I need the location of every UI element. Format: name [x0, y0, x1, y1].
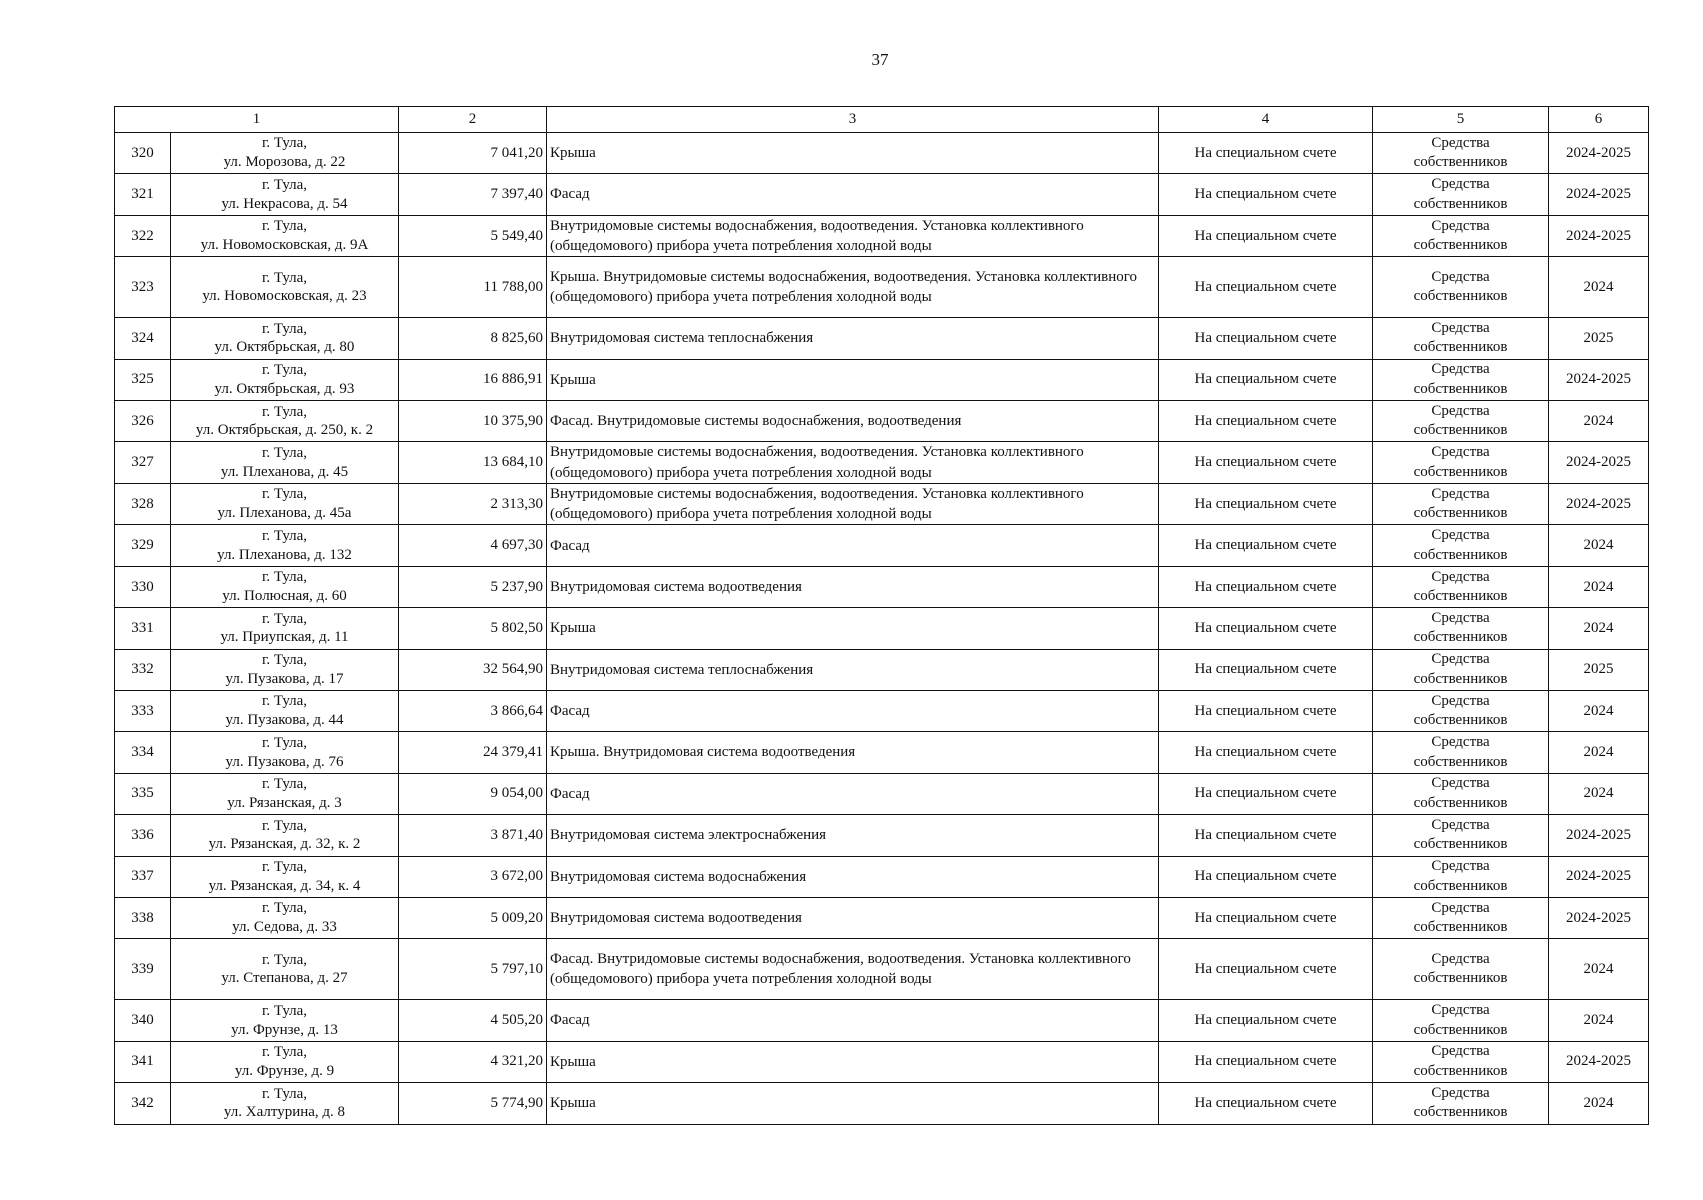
column-header-1: 1 — [115, 107, 399, 133]
fund-method-cell: На специальном счете — [1159, 483, 1373, 525]
funding-source-line-1: Средства — [1431, 775, 1490, 792]
table-row — [115, 815, 1649, 856]
funding-source-line-1: Средства — [1431, 950, 1490, 967]
period-cell: 2024-2025 — [1549, 359, 1649, 400]
address-street: ул. Плеханова, д. 132 — [217, 546, 352, 563]
address-cell — [171, 649, 399, 690]
area-cell: 7 397,40 — [399, 174, 547, 215]
address-cell — [171, 257, 399, 318]
address-cell — [171, 483, 399, 525]
funding-source-line-1: Средства — [1431, 268, 1490, 285]
address-city: г. Тула, — [261, 320, 308, 337]
row-number: 328 — [115, 483, 171, 525]
address-cell — [171, 608, 399, 649]
address-street: ул. Плеханова, д. 45 — [220, 463, 349, 480]
funding-source-cell — [1373, 773, 1549, 814]
address-city: г. Тула, — [261, 900, 308, 917]
funding-source-cell — [1373, 566, 1549, 607]
address-street: ул. Степанова, д. 27 — [221, 970, 348, 987]
works-cell: Фасад. Внутридомовые системы водоснабжения, водоотведения. Установка коллективного (общедомового) прибора учета потребления холодной воды — [547, 939, 1159, 1000]
funding-source-cell — [1373, 856, 1549, 897]
works-cell: Внутридомовые системы водоснабжения, водоотведения. Установка коллективного (общедомового) прибора учета потребления холодной воды — [547, 215, 1159, 257]
address-city: г. Тула, — [261, 652, 308, 669]
column-header-2: 2 — [399, 107, 547, 133]
funding-source-cell — [1373, 815, 1549, 856]
table-body — [115, 133, 1649, 1125]
funding-source-line-2: собственников — [1413, 195, 1508, 212]
funding-source-line-1: Средства — [1431, 1084, 1490, 1101]
address-cell — [171, 691, 399, 732]
fund-method-cell: На специальном счете — [1159, 318, 1373, 359]
period-cell: 2024 — [1549, 773, 1649, 814]
address-city: г. Тула, — [261, 951, 308, 968]
row-number: 340 — [115, 1000, 171, 1041]
works-cell: Фасад — [547, 691, 1159, 732]
fund-method-cell: На специальном счете — [1159, 257, 1373, 318]
address-city: г. Тула, — [261, 403, 308, 420]
table-row — [115, 1083, 1649, 1124]
funding-source-line-2: собственников — [1413, 463, 1508, 480]
period-cell: 2024 — [1549, 732, 1649, 773]
works-cell: Крыша — [547, 1041, 1159, 1082]
works-cell: Внутридомовые системы водоснабжения, водоотведения. Установка коллективного (общедомового) прибора учета потребления холодной воды — [547, 483, 1159, 525]
address-city: г. Тула, — [261, 135, 308, 152]
fund-method-cell: На специальном счете — [1159, 566, 1373, 607]
address-cell — [171, 401, 399, 442]
row-number: 334 — [115, 732, 171, 773]
area-cell: 11 788,00 — [399, 257, 547, 318]
period-cell: 2024 — [1549, 1083, 1649, 1124]
page-number: 37 — [871, 50, 889, 69]
period-cell: 2024-2025 — [1549, 174, 1649, 215]
area-cell: 3 871,40 — [399, 815, 547, 856]
funding-source-cell — [1373, 608, 1549, 649]
fund-method-cell: На специальном счете — [1159, 525, 1373, 566]
column-number-row — [115, 107, 1649, 133]
area-cell: 5 009,20 — [399, 897, 547, 938]
row-number: 339 — [115, 939, 171, 1000]
funding-source-cell — [1373, 442, 1549, 484]
funding-source-cell — [1373, 897, 1549, 938]
address-cell — [171, 773, 399, 814]
works-cell: Крыша — [547, 133, 1159, 174]
works-cell: Крыша — [547, 359, 1159, 400]
funding-source-line-1: Средства — [1431, 568, 1490, 585]
table-row — [115, 608, 1649, 649]
period-cell: 2024-2025 — [1549, 133, 1649, 174]
address-street: ул. Пузакова, д. 17 — [225, 670, 344, 687]
address-street: ул. Октябрьская, д. 80 — [214, 339, 355, 356]
area-cell: 2 313,30 — [399, 483, 547, 525]
fund-method-cell: На специальном счете — [1159, 1000, 1373, 1041]
funding-source-line-1: Средства — [1431, 176, 1490, 193]
table-row — [115, 318, 1649, 359]
address-cell — [171, 939, 399, 1000]
address-cell — [171, 856, 399, 897]
fund-method-cell: На специальном счете — [1159, 649, 1373, 690]
fund-method-cell: На специальном счете — [1159, 401, 1373, 442]
row-number: 342 — [115, 1083, 171, 1124]
works-cell: Крыша — [547, 1083, 1159, 1124]
period-cell: 2024 — [1549, 525, 1649, 566]
area-cell: 7 041,20 — [399, 133, 547, 174]
table-row — [115, 566, 1649, 607]
funding-source-line-1: Средства — [1431, 899, 1490, 916]
fund-method-cell: На специальном счете — [1159, 174, 1373, 215]
address-city: г. Тула, — [261, 269, 308, 286]
funding-source-cell — [1373, 174, 1549, 215]
fund-method-cell: На специальном счете — [1159, 215, 1373, 257]
funding-source-line-1: Средства — [1431, 651, 1490, 668]
table-row — [115, 897, 1649, 938]
address-street: ул. Некрасова, д. 54 — [221, 195, 348, 212]
area-cell: 32 564,90 — [399, 649, 547, 690]
fund-method-cell: На специальном счете — [1159, 608, 1373, 649]
funding-source-cell — [1373, 257, 1549, 318]
period-cell: 2025 — [1549, 318, 1649, 359]
funding-source-cell — [1373, 939, 1549, 1000]
funding-source-line-2: собственников — [1413, 877, 1508, 894]
row-number: 332 — [115, 649, 171, 690]
address-street: ул. Рязанская, д. 3 — [227, 794, 342, 811]
address-city: г. Тула, — [261, 734, 308, 751]
address-city: г. Тула, — [261, 776, 308, 793]
funding-source-cell — [1373, 133, 1549, 174]
funding-source-cell — [1373, 483, 1549, 525]
row-number: 333 — [115, 691, 171, 732]
address-street: ул. Халтурина, д. 8 — [223, 1104, 346, 1121]
area-cell: 5 797,10 — [399, 939, 547, 1000]
period-cell: 2024-2025 — [1549, 1041, 1649, 1082]
funding-source-line-2: собственников — [1413, 629, 1508, 646]
funding-source-line-2: собственников — [1413, 753, 1508, 770]
area-cell: 5 237,90 — [399, 566, 547, 607]
fund-method-cell: На специальном счете — [1159, 732, 1373, 773]
works-cell: Внутридомовая система электроснабжения — [547, 815, 1159, 856]
address-city: г. Тула, — [261, 1002, 308, 1019]
address-street: ул. Фрунзе, д. 13 — [231, 1021, 338, 1038]
column-header-6: 6 — [1549, 107, 1649, 133]
fund-method-cell: На специальном счете — [1159, 897, 1373, 938]
funding-source-line-2: собственников — [1413, 1062, 1508, 1079]
address-street: ул. Плеханова, д. 45а — [217, 505, 352, 522]
area-cell: 5 774,90 — [399, 1083, 547, 1124]
fund-method-cell: На специальном счете — [1159, 442, 1373, 484]
funding-source-line-2: собственников — [1413, 546, 1508, 563]
works-cell: Крыша. Внутридомовые системы водоснабжения, водоотведения. Установка коллективного (общедомового) прибора учета потребления холодной воды — [547, 257, 1159, 318]
address-street: ул. Морозова, д. 22 — [223, 154, 346, 171]
fund-method-cell: На специальном счете — [1159, 815, 1373, 856]
row-number: 329 — [115, 525, 171, 566]
fund-method-cell: На специальном счете — [1159, 1041, 1373, 1082]
address-city: г. Тула, — [261, 693, 308, 710]
address-cell — [171, 732, 399, 773]
address-city: г. Тула, — [261, 486, 308, 503]
funding-source-line-2: собственников — [1413, 154, 1508, 171]
row-number: 335 — [115, 773, 171, 814]
address-city: г. Тула, — [261, 1085, 308, 1102]
funding-source-line-1: Средства — [1431, 858, 1490, 875]
address-cell — [171, 133, 399, 174]
period-cell: 2024 — [1549, 401, 1649, 442]
area-cell: 4 697,30 — [399, 525, 547, 566]
funding-source-line-1: Средства — [1431, 134, 1490, 151]
works-cell: Крыша — [547, 608, 1159, 649]
funding-source-line-1: Средства — [1431, 402, 1490, 419]
address-cell — [171, 215, 399, 257]
area-cell: 13 684,10 — [399, 442, 547, 484]
area-cell: 3 672,00 — [399, 856, 547, 897]
row-number: 321 — [115, 174, 171, 215]
row-number: 330 — [115, 566, 171, 607]
address-cell — [171, 815, 399, 856]
funding-source-line-1: Средства — [1431, 692, 1490, 709]
funding-source-line-1: Средства — [1431, 217, 1490, 234]
table-row — [115, 1000, 1649, 1041]
period-cell: 2024 — [1549, 608, 1649, 649]
row-number: 336 — [115, 815, 171, 856]
area-cell: 5 549,40 — [399, 215, 547, 257]
funding-source-line-2: собственников — [1413, 919, 1508, 936]
capital-repair-table — [114, 106, 1649, 1125]
funding-source-line-2: собственников — [1413, 970, 1508, 987]
address-cell — [171, 442, 399, 484]
funding-source-line-1: Средства — [1431, 1002, 1490, 1019]
table-row — [115, 257, 1649, 318]
table-row — [115, 401, 1649, 442]
funding-source-line-2: собственников — [1413, 505, 1508, 522]
funding-source-line-2: собственников — [1413, 237, 1508, 254]
row-number: 324 — [115, 318, 171, 359]
funding-source-line-2: собственников — [1413, 588, 1508, 605]
period-cell: 2024-2025 — [1549, 215, 1649, 257]
fund-method-cell: На специальном счете — [1159, 1083, 1373, 1124]
table-row — [115, 773, 1649, 814]
address-street: ул. Пузакова, д. 44 — [225, 712, 344, 729]
funding-source-line-2: собственников — [1413, 288, 1508, 305]
address-city: г. Тула, — [261, 1044, 308, 1061]
period-cell: 2024-2025 — [1549, 483, 1649, 525]
funding-source-cell — [1373, 649, 1549, 690]
works-cell: Внутридомовая система теплоснабжения — [547, 649, 1159, 690]
period-cell: 2024 — [1549, 1000, 1649, 1041]
row-number: 320 — [115, 133, 171, 174]
address-street: ул. Рязанская, д. 32, к. 2 — [208, 836, 361, 853]
funding-source-line-2: собственников — [1413, 339, 1508, 356]
works-cell: Внутридомовые системы водоснабжения, водоотведения. Установка коллективного (общедомового) прибора учета потребления холодной воды — [547, 442, 1159, 484]
works-cell: Внутридомовая система водоснабжения — [547, 856, 1159, 897]
column-header-5: 5 — [1373, 107, 1549, 133]
funding-source-line-1: Средства — [1431, 816, 1490, 833]
table-row — [115, 649, 1649, 690]
area-cell: 24 379,41 — [399, 732, 547, 773]
address-street: ул. Приупская, д. 11 — [220, 629, 349, 646]
funding-source-line-2: собственников — [1413, 836, 1508, 853]
period-cell: 2024-2025 — [1549, 815, 1649, 856]
row-number: 322 — [115, 215, 171, 257]
address-city: г. Тула, — [261, 362, 308, 379]
period-cell: 2024 — [1549, 691, 1649, 732]
address-street: ул. Октябрьская, д. 93 — [214, 380, 355, 397]
funding-source-line-1: Средства — [1431, 485, 1490, 502]
funding-source-line-2: собственников — [1413, 1104, 1508, 1121]
column-header-4: 4 — [1159, 107, 1373, 133]
table-row — [115, 939, 1649, 1000]
funding-source-cell — [1373, 1000, 1549, 1041]
area-cell: 8 825,60 — [399, 318, 547, 359]
address-street: ул. Новомосковская, д. 23 — [202, 288, 367, 305]
funding-source-cell — [1373, 1041, 1549, 1082]
funding-source-cell — [1373, 525, 1549, 566]
table-row — [115, 1041, 1649, 1082]
address-city: г. Тула, — [261, 859, 308, 876]
address-cell — [171, 525, 399, 566]
address-cell — [171, 1041, 399, 1082]
table-row — [115, 483, 1649, 525]
address-street: ул. Рязанская, д. 34, к. 4 — [208, 877, 361, 894]
address-cell — [171, 1083, 399, 1124]
works-cell: Внутридомовая система теплоснабжения — [547, 318, 1159, 359]
period-cell: 2024-2025 — [1549, 442, 1649, 484]
funding-source-line-1: Средства — [1431, 609, 1490, 626]
funding-source-line-2: собственников — [1413, 794, 1508, 811]
funding-source-line-2: собственников — [1413, 712, 1508, 729]
address-street: ул. Новомосковская, д. 9А — [200, 237, 369, 254]
table-row — [115, 359, 1649, 400]
address-city: г. Тула, — [261, 610, 308, 627]
fund-method-cell: На специальном счете — [1159, 359, 1373, 400]
funding-source-line-1: Средства — [1431, 734, 1490, 751]
works-cell: Внутридомовая система водоотведения — [547, 566, 1159, 607]
period-cell: 2024-2025 — [1549, 856, 1649, 897]
funding-source-cell — [1373, 359, 1549, 400]
funding-source-line-1: Средства — [1431, 444, 1490, 461]
funding-source-cell — [1373, 1083, 1549, 1124]
address-cell — [171, 897, 399, 938]
funding-source-line-1: Средства — [1431, 527, 1490, 544]
period-cell: 2024-2025 — [1549, 897, 1649, 938]
table-row — [115, 442, 1649, 484]
period-cell: 2024 — [1549, 939, 1649, 1000]
period-cell: 2024 — [1549, 566, 1649, 607]
period-cell: 2025 — [1549, 649, 1649, 690]
area-cell: 9 054,00 — [399, 773, 547, 814]
row-number: 337 — [115, 856, 171, 897]
address-street: ул. Пузакова, д. 76 — [225, 753, 344, 770]
works-cell: Фасад — [547, 773, 1159, 814]
address-cell — [171, 566, 399, 607]
address-city: г. Тула, — [261, 527, 308, 544]
funding-source-cell — [1373, 732, 1549, 773]
funding-source-line-2: собственников — [1413, 670, 1508, 687]
funding-source-cell — [1373, 318, 1549, 359]
address-street: ул. Октябрьская, д. 250, к. 2 — [195, 422, 374, 439]
fund-method-cell: На специальном счете — [1159, 691, 1373, 732]
address-cell — [171, 174, 399, 215]
row-number: 325 — [115, 359, 171, 400]
table-row — [115, 133, 1649, 174]
address-cell — [171, 1000, 399, 1041]
row-number: 331 — [115, 608, 171, 649]
area-cell: 5 802,50 — [399, 608, 547, 649]
address-cell — [171, 359, 399, 400]
funding-source-line-1: Средства — [1431, 319, 1490, 336]
address-city: г. Тула, — [261, 569, 308, 586]
area-cell: 10 375,90 — [399, 401, 547, 442]
period-cell: 2024 — [1549, 257, 1649, 318]
works-cell: Фасад — [547, 525, 1159, 566]
fund-method-cell: На специальном счете — [1159, 133, 1373, 174]
address-cell — [171, 318, 399, 359]
table-row — [115, 525, 1649, 566]
area-cell: 4 505,20 — [399, 1000, 547, 1041]
address-street: ул. Седова, д. 33 — [232, 919, 337, 936]
fund-method-cell: На специальном счете — [1159, 939, 1373, 1000]
works-cell: Внутридомовая система водоотведения — [547, 897, 1159, 938]
address-street: ул. Полюсная, д. 60 — [222, 588, 347, 605]
table-row — [115, 732, 1649, 773]
table-row — [115, 215, 1649, 257]
address-city: г. Тула, — [261, 817, 308, 834]
area-cell: 3 866,64 — [399, 691, 547, 732]
row-number: 338 — [115, 897, 171, 938]
address-city: г. Тула, — [261, 218, 308, 235]
works-cell: Фасад — [547, 1000, 1159, 1041]
area-cell: 4 321,20 — [399, 1041, 547, 1082]
column-header-3: 3 — [547, 107, 1159, 133]
table-row — [115, 856, 1649, 897]
table-row — [115, 174, 1649, 215]
funding-source-cell — [1373, 215, 1549, 257]
works-cell: Фасад. Внутридомовые системы водоснабжения, водоотведения — [547, 401, 1159, 442]
funding-source-line-2: собственников — [1413, 422, 1508, 439]
address-street: ул. Фрунзе, д. 9 — [234, 1062, 335, 1079]
area-cell: 16 886,91 — [399, 359, 547, 400]
works-cell: Крыша. Внутридомовая система водоотведения — [547, 732, 1159, 773]
funding-source-cell — [1373, 691, 1549, 732]
funding-source-line-1: Средства — [1431, 361, 1490, 378]
funding-source-cell — [1373, 401, 1549, 442]
fund-method-cell: На специальном счете — [1159, 856, 1373, 897]
row-number: 341 — [115, 1041, 171, 1082]
funding-source-line-2: собственников — [1413, 1021, 1508, 1038]
funding-source-line-2: собственников — [1413, 380, 1508, 397]
table-row — [115, 691, 1649, 732]
fund-method-cell: На специальном счете — [1159, 773, 1373, 814]
funding-source-line-1: Средства — [1431, 1043, 1490, 1060]
row-number: 327 — [115, 442, 171, 484]
works-cell: Фасад — [547, 174, 1159, 215]
address-city: г. Тула, — [261, 176, 308, 193]
address-city: г. Тула, — [261, 444, 308, 461]
row-number: 323 — [115, 257, 171, 318]
row-number: 326 — [115, 401, 171, 442]
